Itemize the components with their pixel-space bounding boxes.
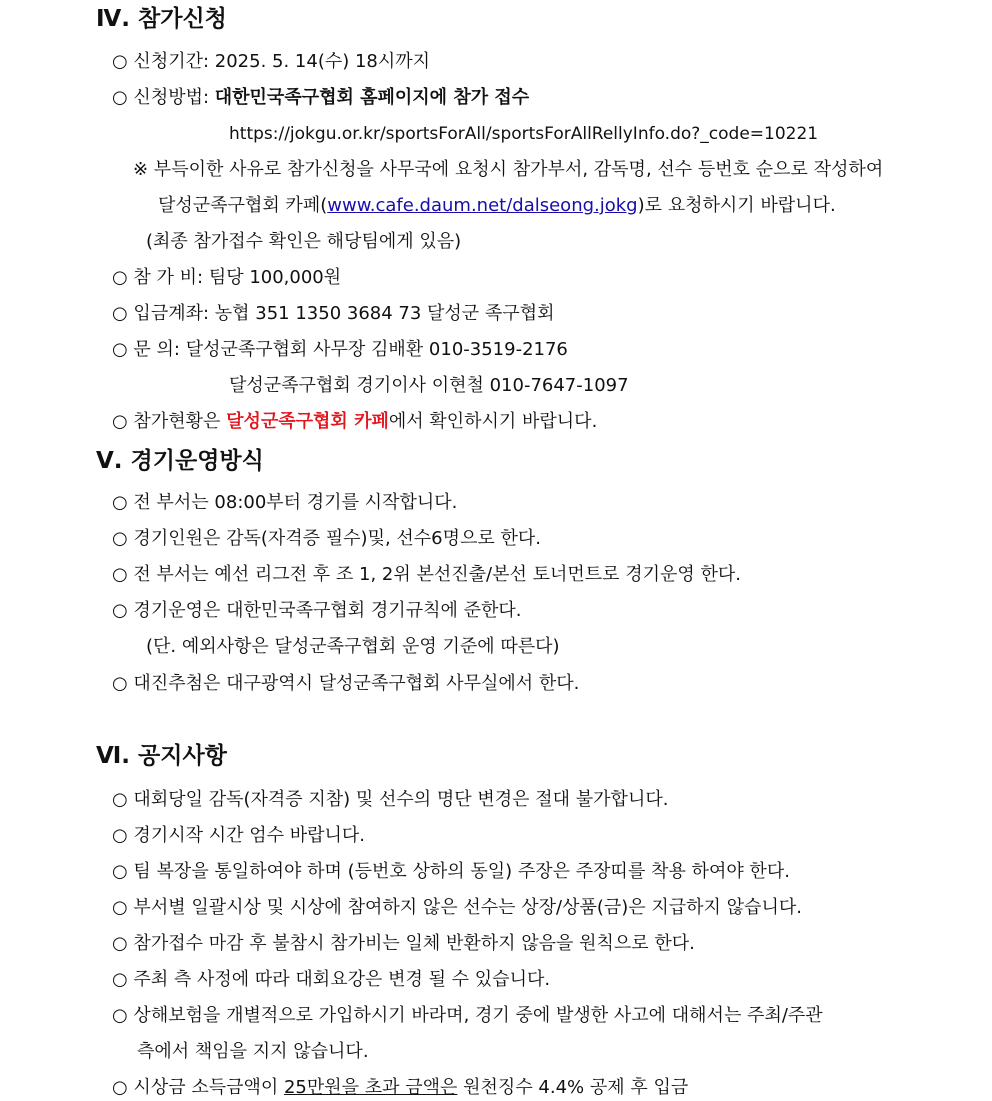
- notice-item: ○ 대회당일 감독(자격증 지참) 및 선수의 명단 변경은 절대 불가합니다.: [112, 789, 669, 810]
- prize-suffix: 원천징수 4.4% 공제 후 입금: [457, 1077, 689, 1098]
- application-url: https://jokgu.or.kr/sportsForAll/sportsForAllRellyInfo.do?_code=10221: [229, 124, 819, 144]
- application-period: ○ 신청기간: 2025. 5. 14(수) 18시까지: [112, 51, 431, 72]
- contact-line-2: 달성군족구협회 경기이사 이현철 010-7647-1097: [229, 375, 629, 396]
- operation-item: ○ 대진추첨은 대구광역시 달성군족구협회 사무실에서 한다.: [112, 673, 580, 694]
- operation-item: ○ 경기인원은 감독(자격증 필수)및, 선수6명으로 한다.: [112, 528, 542, 549]
- operation-item: ○ 경기운영은 대한민국족구협회 경기규칙에 준한다.: [112, 600, 522, 621]
- note-line-3: (최종 참가접수 확인은 해당팀에게 있음): [146, 231, 462, 252]
- prize-tax-notice: [112, 1076, 688, 1100]
- application-method: [112, 86, 529, 110]
- note-line-1: ※ 부득이한 사유로 참가신청을 사무국에 요청시 참가부서, 감독명, 선수 등번호 순으로 작성하여: [133, 159, 884, 180]
- notice-item-continued: 측에서 책임을 지지 않습니다.: [137, 1041, 369, 1062]
- section-4-title: Ⅳ. 참가신청: [96, 6, 227, 32]
- status-prefix: ○ 참가현황은: [112, 411, 227, 432]
- application-method-value: 대한민국족구협회 홈페이지에 참가 접수: [214, 87, 530, 108]
- operation-item: ○ 전 부서는 08:00부터 경기를 시작합니다.: [112, 492, 458, 513]
- note-line-2: [158, 194, 836, 218]
- participation-status: [112, 410, 597, 434]
- status-highlight: 달성군족구협회 카페: [226, 411, 389, 432]
- notice-item: ○ 부서별 일괄시상 및 시상에 참여하지 않은 선수는 상장/상품(금)은 지급하지 않습니다.: [112, 897, 802, 918]
- operation-item-note: (단. 예외사항은 달성군족구협회 운영 기준에 따른다): [146, 636, 560, 657]
- notice-item: ○ 경기시작 시간 엄수 바랍니다.: [112, 825, 365, 846]
- notice-item: ○ 주최 측 사정에 따라 대회요강은 변경 될 수 있습니다.: [112, 969, 551, 990]
- notice-item: ○ 상해보험을 개별적으로 가입하시기 바라며, 경기 중에 발생한 사고에 대해서는 주최/주관: [112, 1005, 823, 1026]
- prize-threshold: 25만원을 초과 금액은: [283, 1077, 458, 1098]
- note-cafe-suffix: )로 요청하시기 바랍니다.: [637, 195, 836, 216]
- section-6-title: Ⅵ. 공지사항: [96, 743, 227, 769]
- prize-prefix: ○ 시상금 소득금액이: [112, 1077, 284, 1098]
- operation-item: ○ 전 부서는 예선 리그전 후 조 1, 2위 본선진출/본선 토너먼트로 경기운영 한다.: [112, 564, 742, 585]
- status-suffix: 에서 확인하시기 바랍니다.: [388, 411, 598, 432]
- note-cafe-prefix: 달성군족구협회 카페(: [158, 195, 328, 216]
- notice-item: ○ 팀 복장을 통일하여야 하며 (등번호 상하의 동일) 주장은 주장띠를 착용 하여야 한다.: [112, 861, 790, 882]
- cafe-link[interactable]: www.cafe.daum.net/dalseong.jokg: [327, 195, 638, 216]
- notice-item: ○ 참가접수 마감 후 불참시 참가비는 일체 반환하지 않음을 원칙으로 한다.: [112, 933, 695, 954]
- bank-account: ○ 입금계좌: 농협 351 1350 3684 73 달성군 족구협회: [112, 303, 555, 324]
- application-method-label: ○ 신청방법:: [112, 87, 215, 108]
- contact-line-1: ○ 문 의: 달성군족구협회 사무장 김배환 010-3519-2176: [112, 339, 568, 360]
- section-5-title: Ⅴ. 경기운영방식: [96, 448, 264, 474]
- entry-fee: ○ 참 가 비: 팀당 100,000원: [112, 267, 342, 288]
